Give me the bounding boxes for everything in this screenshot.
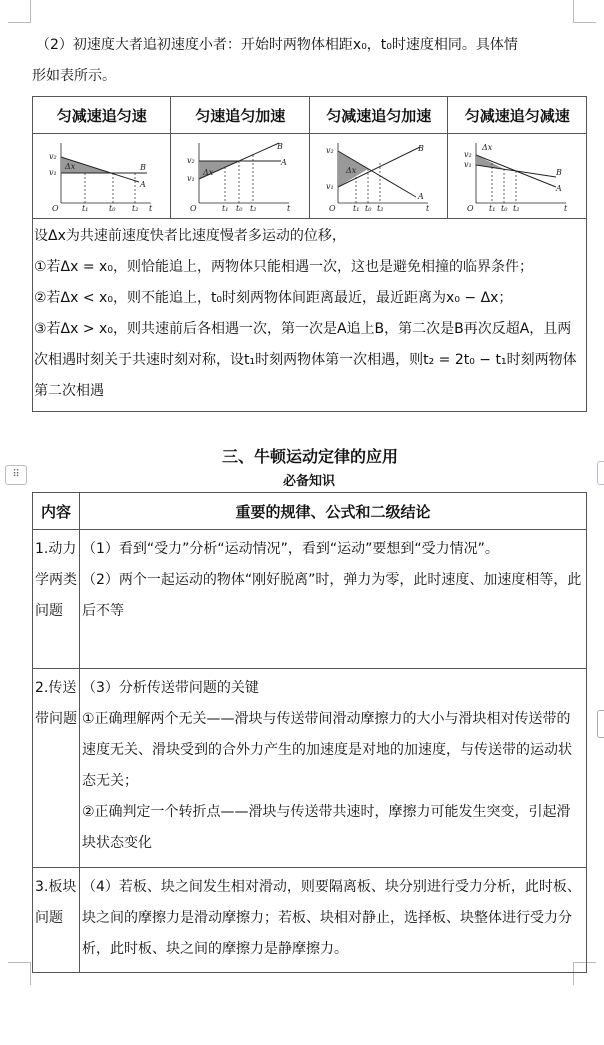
svg-text:Δx: Δx	[482, 143, 493, 152]
description-line: ②若Δx < x₀，则不能追上，t₀时刻两物体间距离最近，最近距离为x₀ − Δx；	[34, 290, 513, 306]
crop-mark-top-left	[8, 0, 31, 23]
svg-text:O: O	[328, 204, 336, 213]
vt-graph-3	[324, 139, 434, 213]
graph-cell-2	[171, 134, 309, 219]
svg-text:A: A	[281, 158, 287, 167]
description-line: ③若Δx > x₀，则共速前后各相遇一次，第一次是A追上B，第二次是B再次反超A，且两次相遇时刻关于共速时刻对称，设t₁时刻两物体第一次相遇，则t₂ = 2t₀ − t₁时刻两物体第二次相遇	[34, 321, 577, 399]
vt-graph-4	[462, 139, 572, 213]
rule-line: （2）两个一起运动的物体“刚好脱离”时，弹力为零，此时速度、加速度相等，此后不等	[82, 572, 582, 619]
svg-text:v₁: v₁	[48, 168, 57, 177]
chase-cases-table	[32, 96, 587, 412]
svg-text:t₂: t₂	[513, 204, 520, 213]
header-content: 内容	[33, 493, 80, 530]
chase-description-cell	[33, 219, 587, 412]
svg-text:B: B	[556, 168, 563, 177]
crop-mark-bottom-left	[8, 962, 31, 985]
chase-table-header-row	[33, 97, 587, 134]
svg-text:v₁: v₁	[187, 174, 195, 183]
svg-text:A: A	[556, 184, 562, 193]
chase-graph-row	[33, 134, 587, 219]
svg-text:B: B	[417, 144, 424, 153]
svg-text:t₀: t₀	[108, 204, 116, 213]
svg-text:B: B	[139, 163, 146, 172]
svg-text:v₂: v₂	[187, 156, 195, 165]
header-uniform-chase-accel: 匀速追匀加速	[171, 97, 309, 134]
topic-cell: 2.传送带问题	[33, 669, 80, 868]
graph-cell-3	[309, 134, 447, 219]
rules-cell	[80, 868, 587, 973]
svg-text:t: t	[564, 204, 568, 213]
svg-text:A: A	[139, 180, 146, 189]
intro-paragraph	[32, 30, 588, 92]
rules-cell	[80, 530, 587, 669]
crop-mark-top-right	[573, 0, 596, 23]
svg-text:v₁: v₁	[464, 160, 472, 169]
rule-line: （1）看到“受力”分析“运动情况”，看到“运动”要想到“受力情况”。	[82, 541, 499, 557]
description-line: 设Δx为共速前速度快者比速度慢者多运动的位移，	[34, 228, 346, 244]
rules-cell	[80, 669, 587, 868]
newton-laws-table	[32, 492, 587, 973]
svg-text:t₀: t₀	[501, 204, 508, 213]
header-decel-chase-accel: 匀减速追匀加速	[309, 97, 447, 134]
svg-text:v₁: v₁	[325, 182, 334, 191]
drag-handle-icon[interactable]: ⠿	[5, 465, 27, 485]
svg-text:Δx: Δx	[203, 168, 214, 177]
topic-cell: 1.动力学两类问题	[33, 530, 80, 669]
svg-text:B: B	[277, 142, 284, 151]
svg-text:O: O	[51, 204, 59, 213]
svg-text:A: A	[417, 192, 424, 201]
svg-text:t₀: t₀	[236, 204, 243, 213]
header-decel-chase-uniform: 匀减速追匀速	[33, 97, 171, 134]
svg-text:v₂: v₂	[464, 150, 472, 159]
edge-marker-2[interactable]	[597, 710, 604, 738]
section-title: 三、牛顿运动定律的应用	[221, 447, 398, 466]
newton-table-header-row	[33, 493, 587, 530]
svg-text:Δx: Δx	[64, 162, 76, 171]
header-rules: 重要的规律、公式和二级结论	[80, 493, 587, 530]
svg-text:O: O	[467, 204, 474, 213]
svg-text:t₀: t₀	[364, 204, 372, 213]
intro-line-1: （2）初速度大者追初速度小者：开始时两物体相距x₀，t₀时速度相同。具体情	[36, 37, 518, 53]
svg-text:t: t	[425, 204, 429, 213]
svg-text:v₂: v₂	[325, 146, 334, 155]
svg-text:t₂: t₂	[250, 204, 257, 213]
svg-text:t₂: t₂	[131, 204, 139, 213]
svg-text:t₁: t₁	[222, 204, 229, 213]
graph-cell-4	[448, 134, 587, 219]
description-line: ①若Δx = x₀，则恰能追上，两物体只能相遇一次，这也是避免相撞的临界条件；	[34, 259, 533, 275]
rule-line: （4）若板、块之间发生相对滑动，则要隔离板、块分别进行受力分析，此时板、块之间的摩擦力是滑动摩擦力；若板、块相对静止，选择板、块整体进行受力分析，此时板、块之间的摩擦力是静摩擦力。	[82, 879, 581, 957]
svg-text:t₁: t₁	[489, 204, 496, 213]
chase-description-row	[33, 219, 587, 412]
vt-graph-2	[185, 139, 295, 213]
intro-line-2: 形如表所示。	[32, 68, 116, 84]
svg-text:v₂: v₂	[48, 152, 57, 161]
rule-line: ①正确理解两个无关——滑块与传送带间滑动摩擦力的大小与滑块相对传送带的速度无关、滑块受到的合外力产生的加速度是对地的加速度，与传送带的运动状态无关；	[82, 711, 572, 789]
section-subtitle: 必备知识	[282, 474, 335, 489]
header-decel-chase-decel: 匀减速追匀减速	[448, 97, 587, 134]
svg-text:t₁: t₁	[81, 204, 89, 213]
vt-graph-1	[47, 139, 157, 213]
svg-text:t: t	[287, 204, 291, 213]
table-row	[33, 868, 587, 973]
graph-cell-1	[33, 134, 171, 219]
svg-text:t₂: t₂	[376, 204, 384, 213]
rule-line: ②正确判定一个转折点——滑块与传送带共速时，摩擦力可能发生突变，引起滑块状态变化	[82, 804, 571, 851]
svg-text:t: t	[148, 204, 152, 213]
svg-text:t₁: t₁	[352, 204, 360, 213]
rule-line: （3）分析传送带问题的关键	[82, 680, 259, 696]
table-row	[33, 530, 587, 669]
svg-text:Δx: Δx	[345, 166, 356, 175]
table-row	[33, 669, 587, 868]
svg-text:O: O	[190, 204, 197, 213]
topic-cell: 3.板块问题	[33, 868, 80, 973]
